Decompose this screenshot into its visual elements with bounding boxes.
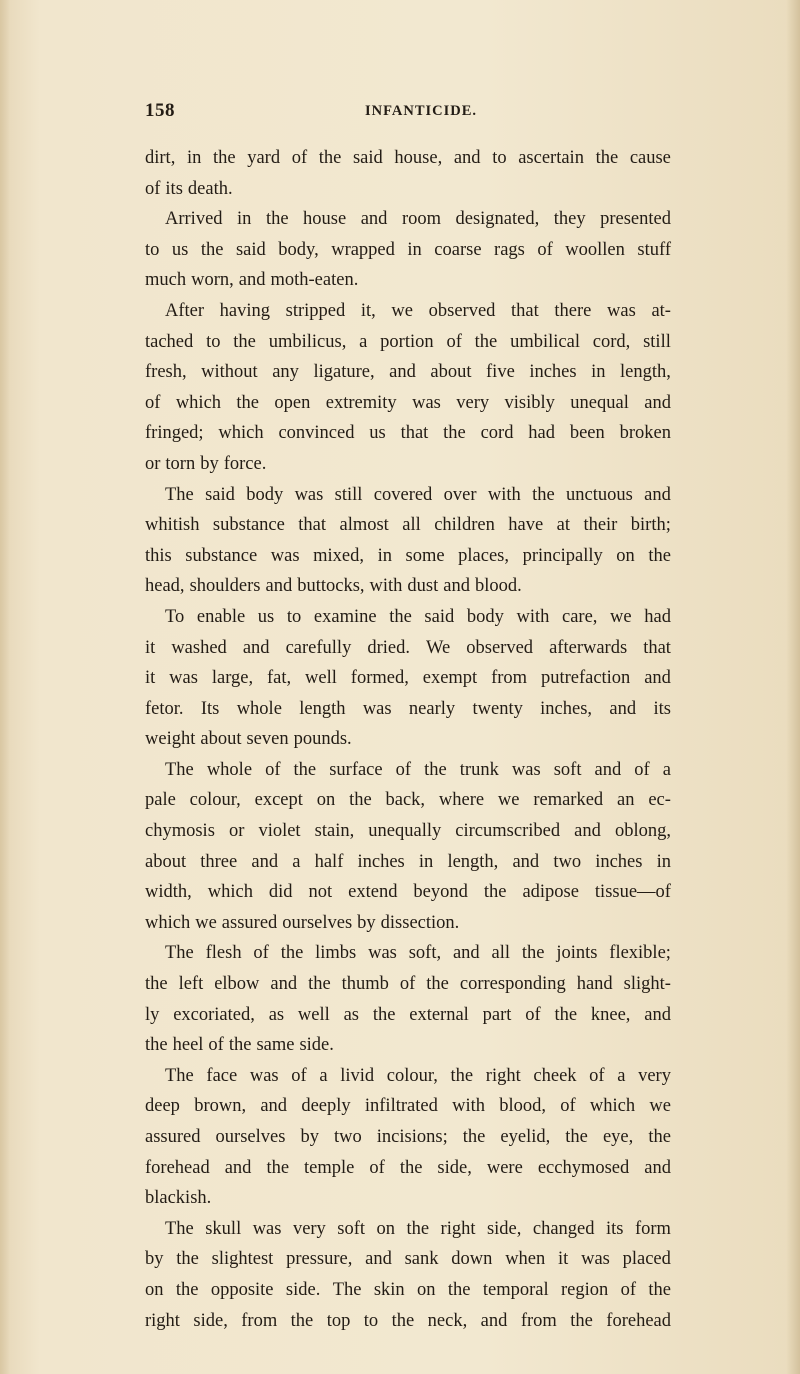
page-number: 158 [145,100,175,121]
page-header [145,100,671,124]
text-line: width, which did not extend beyond the adipose tissue—of [145,882,671,903]
text-line: tached to the umbilicus, a portion of the umbilical cord, still [145,331,671,352]
text-line: about three and a half inches in length, and two inches in [145,851,671,872]
text-line: by the slightest pressure, and sank down when it was placed [145,1249,671,1270]
text-line: fetor. Its whole length was nearly twenty inches, and its [145,698,671,719]
page-left-edge-shadow [0,0,10,1374]
text-line: Arrived in the house and room designated, they presented [165,209,671,230]
text-line: on the opposite side. The skin on the temporal region of the [145,1279,671,1300]
text-line: of which the open extremity was very visibly unequal and [145,392,671,413]
text-line: this substance was mixed, in some places, principally on the [145,545,671,566]
text-line: After having stripped it, we observed that there was at- [165,300,671,321]
page-right-edge-shadow [786,0,800,1374]
text-line: blackish. [145,1188,212,1209]
text-line: The flesh of the limbs was soft, and all the joints flexible; [165,943,671,964]
text-line: head, shoulders and buttocks, with dust and blood. [145,576,522,597]
text-line: or torn by force. [145,453,267,474]
text-line: weight about seven pounds. [145,729,352,750]
text-line: it was large, fat, well formed, exempt from putrefaction and [145,668,671,689]
text-line: to us the said body, wrapped in coarse rags of woollen stuff [145,239,671,260]
text-line: it washed and carefully dried. We observed afterwards that [145,637,671,658]
text-line: the heel of the same side. [145,1035,334,1056]
text-line: the left elbow and the thumb of the corresponding hand slight- [145,974,671,995]
text-line: The said body was still covered over with the unctuous and [165,484,671,505]
text-line: The face was of a livid colour, the right cheek of a very [165,1065,671,1086]
text-line: To enable us to examine the said body with care, we had [165,606,671,627]
text-line: dirt, in the yard of the said house, and to ascertain the cause [145,148,671,168]
text-line: which we assured ourselves by dissection. [145,912,460,933]
text-line: assured ourselves by two incisions; the eyelid, the eye, the [145,1127,671,1147]
text-line: pale colour, except on the back, where we remarked an ec- [145,790,671,811]
text-line: chymosis or violet stain, unequally circumscribed and oblong, [145,821,671,842]
text-line: ly excoriated, as well as the external part of the knee, and [145,1004,671,1025]
text-line: The whole of the surface of the trunk was soft and of a [165,759,671,780]
text-line: of its death. [145,178,233,199]
text-line: whitish substance that almost all children have at their birth; [145,515,671,536]
text-line: right side, from the top to the neck, and from the forehead [145,1310,671,1331]
text-line: fresh, without any ligature, and about five inches in length, [145,362,671,383]
text-line: deep brown, and deeply infiltrated with blood, of which we [145,1096,671,1117]
text-line: fringed; which convinced us that the cord had been broken [145,423,671,444]
text-line: much worn, and moth-eaten. [145,270,359,291]
text-line: forehead and the temple of the side, were ecchymosed and [145,1157,671,1178]
body-text [145,143,671,1336]
text-line: The skull was very soft on the right side, changed its form [165,1218,671,1239]
running-head: INFANTICIDE. [365,103,478,119]
